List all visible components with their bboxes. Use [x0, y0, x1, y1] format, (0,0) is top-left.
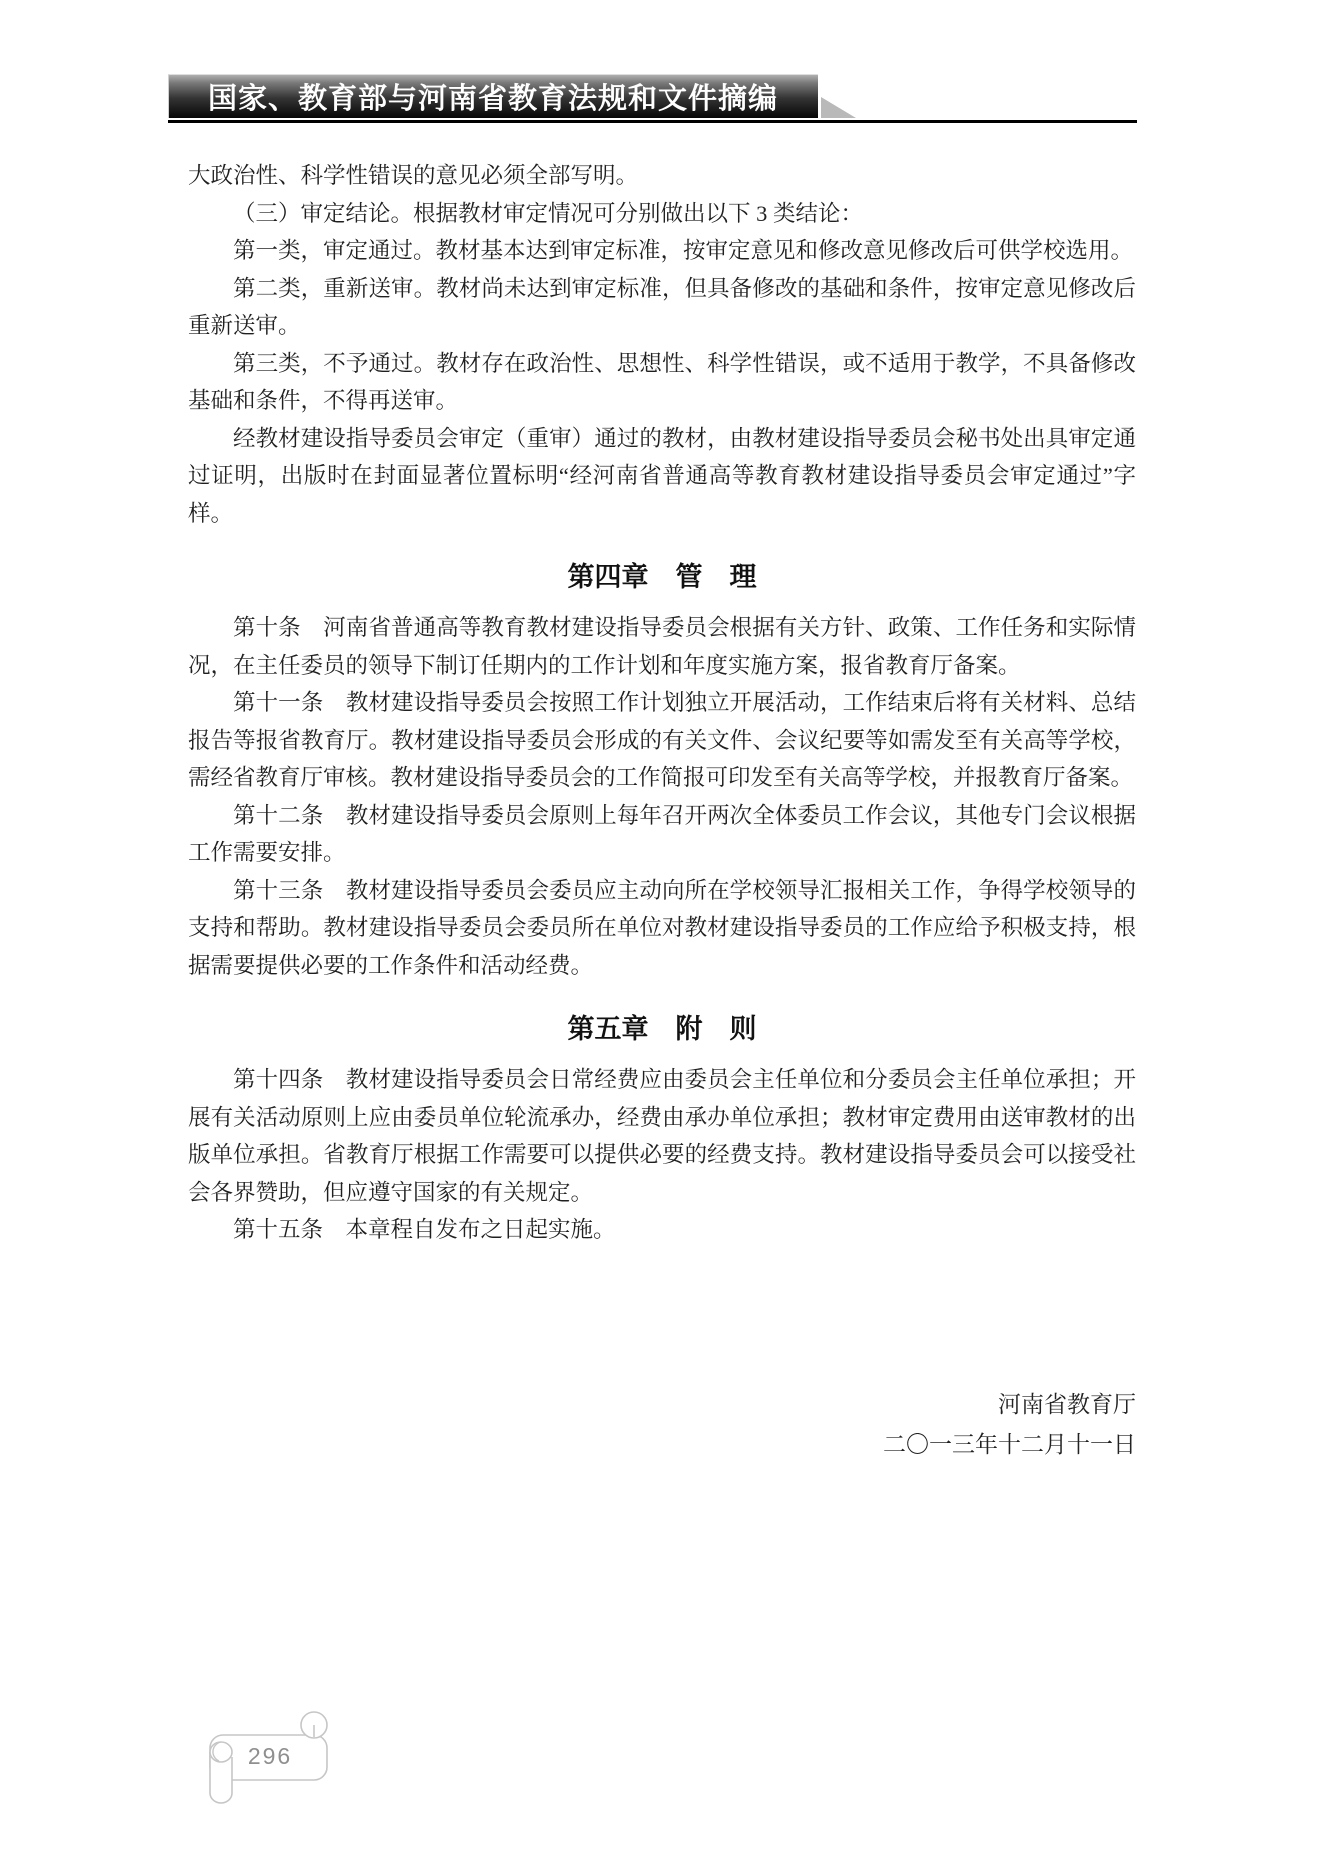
header-banner-title: 国家、教育部与河南省教育法规和文件摘编: [207, 82, 778, 115]
paragraph-category-1: 第一类，审定通过。教材基本达到审定标准，按审定意见和修改意见修改后可供学校选用。: [233, 238, 1134, 263]
page-number-scroll: [205, 1708, 340, 1808]
paragraph-article-12: 第十二条 教材建设指导委员会原则上每年召开两次全体委员工作会议，其他专门会议根据工作需要安排。: [188, 802, 1136, 865]
header-rule: [168, 120, 1137, 123]
paragraph-category-2: 第二类，重新送审。教材尚未达到审定标准，但具备修改的基础和条件，按审定意见修改后重新送审。: [188, 275, 1136, 338]
paragraph-review-conclusion: （三）审定结论。根据教材审定情况可分别做出以下 3 类结论：: [233, 200, 864, 226]
paragraph-continuation: 大政治性、科学性错误的意见必须全部写明。: [188, 163, 639, 188]
paragraph-article-11: 第十一条 教材建设指导委员会按照工作计划独立开展活动，工作结束后将有关材料、总结报告等报省教育厅。教材建设指导委员会形成的有关文件、会议纪要等如需发至有关高等学校，需经省教育厅审核。教材建设指导委员会的工作简报可印发至有关高等学校，并报教育厅备案。: [188, 690, 1136, 790]
paragraph-article-13: 第十三条 教材建设指导委员会委员应主动向所在学校领导汇报相关工作，争得学校领导的支持和帮助。教材建设指导委员会委员所在单位对教材建设指导委员的工作应给予积极支持，根据需要提供必要的工作条件和活动经费。: [188, 877, 1136, 978]
paragraph-article-15: 第十五条 本章程自发布之日起实施。: [233, 1217, 616, 1242]
paragraph-article-14: 第十四条 教材建设指导委员会日常经费应由委员会主任单位和分委员会主任单位承担；开展有关活动原则上应由委员单位轮流承办，经费由承办单位承担；教材审定费用由送审教材的出版单位承担。省教育厅根据工作需要可以提供必要的经费支持。教材建设指导委员会可以接受社会各界赞助，但应遵守国家的有关规定。: [188, 1067, 1136, 1205]
paragraph-certification: 经教材建设指导委员会审定（重审）通过的教材，由教材建设指导委员会秘书处出具审定通过证明，出版时在封面显著位置标明“经河南省普通高等教育教材建设指导委员会审定通过”字样。: [188, 425, 1136, 526]
header-banner: [168, 74, 818, 118]
signature-organization: 河南省教育厅: [998, 1392, 1136, 1417]
page-number: 296: [247, 1743, 293, 1769]
signature-block: [188, 1385, 1136, 1465]
paragraph-category-3: 第三类，不予通过。教材存在政治性、思想性、科学性错误，或不适用于教学，不具备修改基础和条件，不得再送审。: [188, 350, 1136, 413]
paragraph-article-10: 第十条 河南省普通高等教育教材建设指导委员会根据有关方针、政策、工作任务和实际情况，在主任委员的领导下制订任期内的工作计划和年度实施方案，报省教育厅备案。: [188, 615, 1136, 678]
chapter-5-heading: 第五章 附 则: [567, 1014, 757, 1044]
header-flag-icon: [821, 97, 856, 118]
document-body: [188, 157, 1136, 1249]
signature-date: 二〇一三年十二月十一日: [883, 1432, 1136, 1457]
chapter-4-heading: 第四章 管 理: [567, 562, 757, 592]
